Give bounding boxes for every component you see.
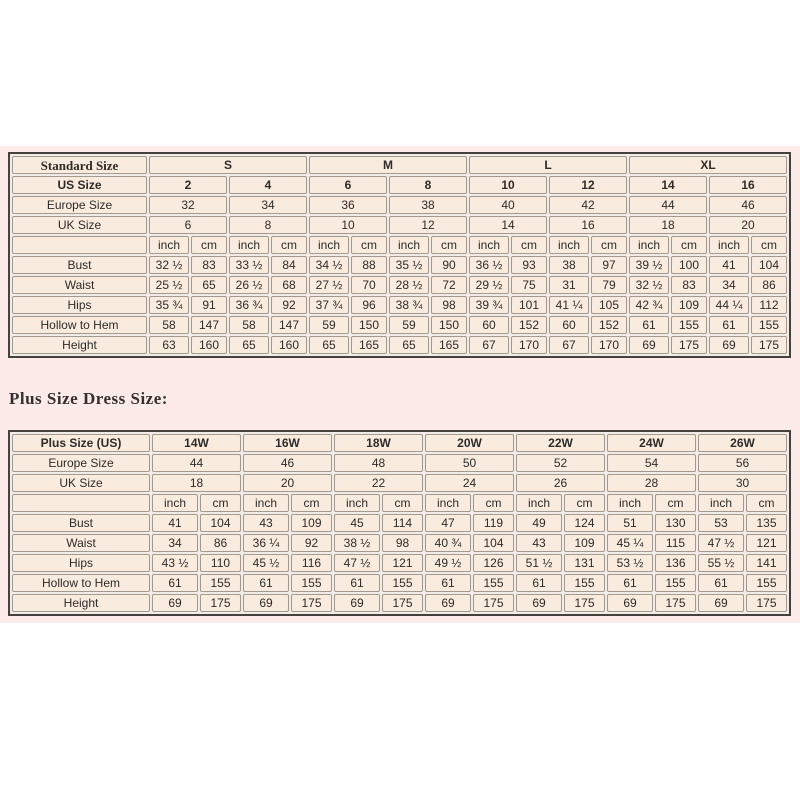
value-cell: 14 bbox=[629, 176, 707, 194]
value-cell: inch bbox=[229, 236, 269, 254]
value-cell: 58 bbox=[149, 316, 189, 334]
value-cell: 96 bbox=[351, 296, 387, 314]
table-row bbox=[12, 156, 787, 174]
value-cell: 155 bbox=[746, 574, 787, 592]
value-cell: 175 bbox=[291, 594, 332, 612]
value-cell: S bbox=[149, 156, 307, 174]
value-cell: cm bbox=[200, 494, 241, 512]
value-cell: 28 ½ bbox=[389, 276, 429, 294]
value-cell: 35 ¾ bbox=[149, 296, 189, 314]
value-cell: 40 bbox=[469, 196, 547, 214]
value-cell: 109 bbox=[671, 296, 707, 314]
value-cell: 32 ½ bbox=[629, 276, 669, 294]
value-cell: 70 bbox=[351, 276, 387, 294]
value-cell: 43 bbox=[243, 514, 289, 532]
value-cell: 61 bbox=[709, 316, 749, 334]
value-cell: 51 ½ bbox=[516, 554, 562, 572]
value-cell: 175 bbox=[564, 594, 605, 612]
value-cell: 83 bbox=[671, 276, 707, 294]
table-row bbox=[12, 236, 787, 254]
row-label-cell: Height bbox=[12, 594, 150, 612]
value-cell: 88 bbox=[351, 256, 387, 274]
value-cell: 124 bbox=[564, 514, 605, 532]
value-cell: 90 bbox=[431, 256, 467, 274]
value-cell: 38 bbox=[549, 256, 589, 274]
value-cell: inch bbox=[152, 494, 198, 512]
value-cell: 56 bbox=[698, 454, 787, 472]
table-row bbox=[12, 256, 787, 274]
value-cell: 69 bbox=[334, 594, 380, 612]
value-cell: 61 bbox=[516, 574, 562, 592]
value-cell: 86 bbox=[200, 534, 241, 552]
value-cell: 20W bbox=[425, 434, 514, 452]
table-row bbox=[12, 494, 787, 512]
value-cell: M bbox=[309, 156, 467, 174]
value-cell: 14 bbox=[469, 216, 547, 234]
value-cell: 61 bbox=[698, 574, 744, 592]
table-row bbox=[12, 276, 787, 294]
table-row bbox=[12, 554, 787, 572]
value-cell: 6 bbox=[149, 216, 227, 234]
value-cell: inch bbox=[243, 494, 289, 512]
value-cell: 152 bbox=[591, 316, 627, 334]
row-label-cell: Hollow to Hem bbox=[12, 316, 147, 334]
value-cell: 42 ¾ bbox=[629, 296, 669, 314]
value-cell: 61 bbox=[607, 574, 653, 592]
value-cell: 22 bbox=[334, 474, 423, 492]
row-label-cell: Europe Size bbox=[12, 196, 147, 214]
value-cell: 36 ½ bbox=[469, 256, 509, 274]
row-label-cell bbox=[12, 236, 147, 254]
value-cell: cm bbox=[746, 494, 787, 512]
value-cell: 131 bbox=[564, 554, 605, 572]
value-cell: 170 bbox=[591, 336, 627, 354]
value-cell: 69 bbox=[425, 594, 471, 612]
value-cell: 61 bbox=[629, 316, 669, 334]
value-cell: 46 bbox=[709, 196, 787, 214]
value-cell: 36 ¾ bbox=[229, 296, 269, 314]
value-cell: 175 bbox=[200, 594, 241, 612]
value-cell: 44 bbox=[629, 196, 707, 214]
value-cell: 155 bbox=[671, 316, 707, 334]
value-cell: 104 bbox=[751, 256, 787, 274]
value-cell: cm bbox=[591, 236, 627, 254]
row-label-cell: Plus Size (US) bbox=[12, 434, 150, 452]
value-cell: 175 bbox=[382, 594, 423, 612]
value-cell: XL bbox=[629, 156, 787, 174]
value-cell: 147 bbox=[191, 316, 227, 334]
value-cell: 126 bbox=[473, 554, 514, 572]
table-row bbox=[12, 534, 787, 552]
value-cell: 98 bbox=[382, 534, 423, 552]
row-label-cell: Height bbox=[12, 336, 147, 354]
value-cell: 109 bbox=[564, 534, 605, 552]
plus-size-table bbox=[8, 430, 791, 616]
value-cell: 45 ¼ bbox=[607, 534, 653, 552]
value-cell: cm bbox=[751, 236, 787, 254]
value-cell: 69 bbox=[243, 594, 289, 612]
value-cell: 150 bbox=[431, 316, 467, 334]
value-cell: 43 ½ bbox=[152, 554, 198, 572]
row-label-cell: Hips bbox=[12, 554, 150, 572]
value-cell: 12 bbox=[549, 176, 627, 194]
value-cell: 34 bbox=[709, 276, 749, 294]
value-cell: cm bbox=[473, 494, 514, 512]
value-cell: 67 bbox=[549, 336, 589, 354]
value-cell: 39 ½ bbox=[629, 256, 669, 274]
value-cell: cm bbox=[655, 494, 696, 512]
value-cell: 10 bbox=[469, 176, 547, 194]
value-cell: 92 bbox=[291, 534, 332, 552]
value-cell: 84 bbox=[271, 256, 307, 274]
value-cell: 38 bbox=[389, 196, 467, 214]
value-cell: 104 bbox=[200, 514, 241, 532]
value-cell: 49 bbox=[516, 514, 562, 532]
plus-size-heading: Plus Size Dress Size: bbox=[9, 389, 168, 408]
table-row bbox=[12, 196, 787, 214]
row-label-cell: Standard Size bbox=[12, 156, 147, 174]
table-row bbox=[12, 176, 787, 194]
value-cell: 155 bbox=[382, 574, 423, 592]
value-cell: cm bbox=[191, 236, 227, 254]
value-cell: cm bbox=[291, 494, 332, 512]
row-label-cell: Hips bbox=[12, 296, 147, 314]
value-cell: 6 bbox=[309, 176, 387, 194]
value-cell: 175 bbox=[473, 594, 514, 612]
value-cell: 36 bbox=[309, 196, 387, 214]
value-cell: 30 bbox=[698, 474, 787, 492]
value-cell: cm bbox=[351, 236, 387, 254]
value-cell: 69 bbox=[516, 594, 562, 612]
value-cell: 59 bbox=[389, 316, 429, 334]
table-row bbox=[12, 594, 787, 612]
value-cell: 12 bbox=[389, 216, 467, 234]
value-cell: 135 bbox=[746, 514, 787, 532]
value-cell: 58 bbox=[229, 316, 269, 334]
value-cell: 155 bbox=[564, 574, 605, 592]
value-cell: 49 ½ bbox=[425, 554, 471, 572]
value-cell: 31 bbox=[549, 276, 589, 294]
value-cell: 175 bbox=[746, 594, 787, 612]
value-cell: 20 bbox=[243, 474, 332, 492]
value-cell: 98 bbox=[431, 296, 467, 314]
value-cell: inch bbox=[698, 494, 744, 512]
value-cell: 155 bbox=[291, 574, 332, 592]
value-cell: 79 bbox=[591, 276, 627, 294]
value-cell: 65 bbox=[389, 336, 429, 354]
value-cell: 29 ½ bbox=[469, 276, 509, 294]
row-label-cell: Waist bbox=[12, 276, 147, 294]
value-cell: 28 bbox=[607, 474, 696, 492]
value-cell: 101 bbox=[511, 296, 547, 314]
value-cell: 104 bbox=[473, 534, 514, 552]
value-cell: 48 bbox=[334, 454, 423, 472]
value-cell: inch bbox=[516, 494, 562, 512]
value-cell: 105 bbox=[591, 296, 627, 314]
value-cell: inch bbox=[149, 236, 189, 254]
value-cell: 68 bbox=[271, 276, 307, 294]
value-cell: 121 bbox=[746, 534, 787, 552]
value-cell: 61 bbox=[152, 574, 198, 592]
value-cell: 155 bbox=[655, 574, 696, 592]
value-cell: 155 bbox=[751, 316, 787, 334]
value-cell: 130 bbox=[655, 514, 696, 532]
row-label-cell: Bust bbox=[12, 514, 150, 532]
value-cell: 26W bbox=[698, 434, 787, 452]
value-cell: 112 bbox=[751, 296, 787, 314]
value-cell: 160 bbox=[271, 336, 307, 354]
value-cell: 160 bbox=[191, 336, 227, 354]
value-cell: inch bbox=[709, 236, 749, 254]
value-cell: 22W bbox=[516, 434, 605, 452]
value-cell: 61 bbox=[243, 574, 289, 592]
value-cell: 93 bbox=[511, 256, 547, 274]
row-label-cell: US Size bbox=[12, 176, 147, 194]
value-cell: inch bbox=[334, 494, 380, 512]
value-cell: 86 bbox=[751, 276, 787, 294]
value-cell: 63 bbox=[149, 336, 189, 354]
standard-size-table bbox=[8, 152, 791, 358]
value-cell: 34 bbox=[229, 196, 307, 214]
value-cell: 52 bbox=[516, 454, 605, 472]
value-cell: cm bbox=[671, 236, 707, 254]
table-row bbox=[12, 454, 787, 472]
value-cell: 37 ¾ bbox=[309, 296, 349, 314]
value-cell: 92 bbox=[271, 296, 307, 314]
value-cell: 60 bbox=[549, 316, 589, 334]
value-cell: 54 bbox=[607, 454, 696, 472]
value-cell: 91 bbox=[191, 296, 227, 314]
value-cell: inch bbox=[607, 494, 653, 512]
value-cell: cm bbox=[382, 494, 423, 512]
value-cell: 121 bbox=[382, 554, 423, 572]
row-label-cell: UK Size bbox=[12, 474, 150, 492]
value-cell: inch bbox=[389, 236, 429, 254]
value-cell: L bbox=[469, 156, 627, 174]
value-cell: 34 bbox=[152, 534, 198, 552]
row-label-cell: Waist bbox=[12, 534, 150, 552]
value-cell: 175 bbox=[671, 336, 707, 354]
value-cell: 24W bbox=[607, 434, 696, 452]
value-cell: 69 bbox=[709, 336, 749, 354]
value-cell: 61 bbox=[425, 574, 471, 592]
value-cell: inch bbox=[309, 236, 349, 254]
table-row bbox=[12, 574, 787, 592]
value-cell: 41 ¼ bbox=[549, 296, 589, 314]
value-cell: 25 ½ bbox=[149, 276, 189, 294]
value-cell: 147 bbox=[271, 316, 307, 334]
value-cell: 165 bbox=[431, 336, 467, 354]
value-cell: 43 bbox=[516, 534, 562, 552]
value-cell: 110 bbox=[200, 554, 241, 572]
value-cell: 65 bbox=[229, 336, 269, 354]
value-cell: 47 bbox=[425, 514, 471, 532]
value-cell: 4 bbox=[229, 176, 307, 194]
value-cell: 155 bbox=[473, 574, 514, 592]
value-cell: 165 bbox=[351, 336, 387, 354]
value-cell: 114 bbox=[382, 514, 423, 532]
value-cell: 119 bbox=[473, 514, 514, 532]
value-cell: 69 bbox=[607, 594, 653, 612]
value-cell: 72 bbox=[431, 276, 467, 294]
value-cell: 67 bbox=[469, 336, 509, 354]
value-cell: 53 bbox=[698, 514, 744, 532]
table-row bbox=[12, 296, 787, 314]
value-cell: 170 bbox=[511, 336, 547, 354]
value-cell: 2 bbox=[149, 176, 227, 194]
value-cell: 175 bbox=[655, 594, 696, 612]
value-cell: 150 bbox=[351, 316, 387, 334]
value-cell: 18 bbox=[629, 216, 707, 234]
value-cell: 45 ½ bbox=[243, 554, 289, 572]
value-cell: 16W bbox=[243, 434, 332, 452]
table-row bbox=[12, 316, 787, 334]
value-cell: 109 bbox=[291, 514, 332, 532]
table-row bbox=[12, 514, 787, 532]
value-cell: 47 ½ bbox=[698, 534, 744, 552]
size-chart-background-band bbox=[0, 146, 800, 623]
value-cell: 16 bbox=[549, 216, 627, 234]
value-cell: 35 ½ bbox=[389, 256, 429, 274]
value-cell: 141 bbox=[746, 554, 787, 572]
value-cell: 27 ½ bbox=[309, 276, 349, 294]
value-cell: 45 bbox=[334, 514, 380, 532]
row-label-cell: Bust bbox=[12, 256, 147, 274]
value-cell: cm bbox=[431, 236, 467, 254]
value-cell: 36 ¼ bbox=[243, 534, 289, 552]
row-label-cell: Hollow to Hem bbox=[12, 574, 150, 592]
value-cell: 97 bbox=[591, 256, 627, 274]
value-cell: 115 bbox=[655, 534, 696, 552]
value-cell: 32 bbox=[149, 196, 227, 214]
value-cell: 41 bbox=[152, 514, 198, 532]
value-cell: inch bbox=[425, 494, 471, 512]
value-cell: 24 bbox=[425, 474, 514, 492]
value-cell: 39 ¾ bbox=[469, 296, 509, 314]
value-cell: 69 bbox=[152, 594, 198, 612]
value-cell: 53 ½ bbox=[607, 554, 653, 572]
value-cell: 83 bbox=[191, 256, 227, 274]
value-cell: 69 bbox=[698, 594, 744, 612]
table-row bbox=[12, 336, 787, 354]
value-cell: 116 bbox=[291, 554, 332, 572]
value-cell: inch bbox=[549, 236, 589, 254]
table-row bbox=[12, 474, 787, 492]
value-cell: 46 bbox=[243, 454, 332, 472]
value-cell: 44 bbox=[152, 454, 241, 472]
value-cell: 47 ½ bbox=[334, 554, 380, 572]
value-cell: 34 ½ bbox=[309, 256, 349, 274]
row-label-cell bbox=[12, 494, 150, 512]
value-cell: 26 ½ bbox=[229, 276, 269, 294]
value-cell: 69 bbox=[629, 336, 669, 354]
value-cell: 65 bbox=[309, 336, 349, 354]
value-cell: 51 bbox=[607, 514, 653, 532]
value-cell: 75 bbox=[511, 276, 547, 294]
value-cell: 136 bbox=[655, 554, 696, 572]
value-cell: 18 bbox=[152, 474, 241, 492]
value-cell: 100 bbox=[671, 256, 707, 274]
value-cell: 38 ½ bbox=[334, 534, 380, 552]
value-cell: 18W bbox=[334, 434, 423, 452]
value-cell: 10 bbox=[309, 216, 387, 234]
value-cell: 8 bbox=[229, 216, 307, 234]
value-cell: 65 bbox=[191, 276, 227, 294]
row-label-cell: UK Size bbox=[12, 216, 147, 234]
value-cell: 55 ½ bbox=[698, 554, 744, 572]
value-cell: 152 bbox=[511, 316, 547, 334]
value-cell: inch bbox=[469, 236, 509, 254]
value-cell: 20 bbox=[709, 216, 787, 234]
value-cell: cm bbox=[511, 236, 547, 254]
table-row bbox=[12, 216, 787, 234]
value-cell: 155 bbox=[200, 574, 241, 592]
value-cell: 42 bbox=[549, 196, 627, 214]
value-cell: 61 bbox=[334, 574, 380, 592]
value-cell: cm bbox=[271, 236, 307, 254]
table-row bbox=[12, 434, 787, 452]
value-cell: 41 bbox=[709, 256, 749, 274]
value-cell: cm bbox=[564, 494, 605, 512]
value-cell: 32 ½ bbox=[149, 256, 189, 274]
value-cell: 50 bbox=[425, 454, 514, 472]
value-cell: 40 ¾ bbox=[425, 534, 471, 552]
value-cell: 175 bbox=[751, 336, 787, 354]
value-cell: inch bbox=[629, 236, 669, 254]
value-cell: 26 bbox=[516, 474, 605, 492]
value-cell: 59 bbox=[309, 316, 349, 334]
value-cell: 14W bbox=[152, 434, 241, 452]
value-cell: 16 bbox=[709, 176, 787, 194]
row-label-cell: Europe Size bbox=[12, 454, 150, 472]
value-cell: 33 ½ bbox=[229, 256, 269, 274]
value-cell: 44 ¼ bbox=[709, 296, 749, 314]
value-cell: 38 ¾ bbox=[389, 296, 429, 314]
value-cell: 8 bbox=[389, 176, 467, 194]
value-cell: 60 bbox=[469, 316, 509, 334]
